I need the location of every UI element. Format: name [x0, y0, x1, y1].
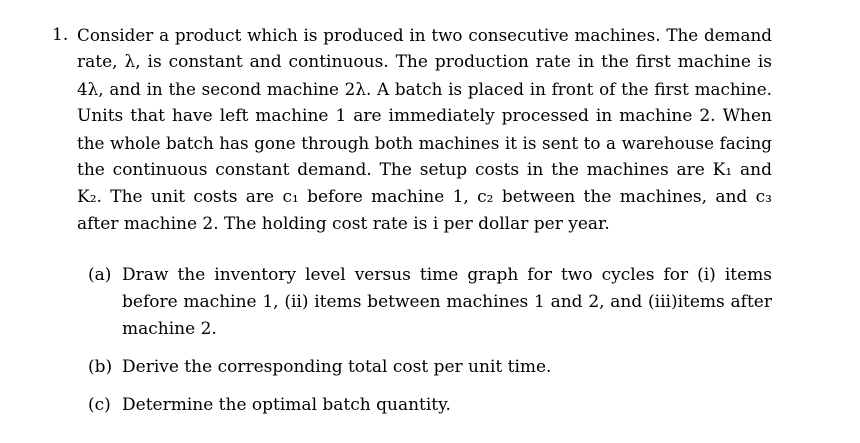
part-text: [122, 354, 772, 381]
part-label: (a): [88, 265, 112, 285]
part-a: [88, 262, 772, 343]
statement-line: the continuous constant demand. The setup costs in the machines are K₁ and: [77, 160, 772, 180]
part-line: machine 2.: [122, 319, 217, 339]
problem-number: 1.: [52, 25, 69, 45]
problem-statement: [77, 22, 772, 238]
statement-line: K₂. The unit costs are c₁ before machine 1, c₂ between the machines, and c₃: [77, 187, 772, 207]
statement-line: the whole batch has gone through both machines it is sent to a warehouse facing: [77, 133, 772, 153]
part-c: [88, 392, 772, 419]
part-text: [122, 262, 772, 343]
part-line: before machine 1, (ii) items between machines 1 and 2, and (iii)items after: [122, 292, 772, 312]
part-b: [88, 354, 772, 381]
part-text: [122, 392, 772, 419]
statement-line: Units that have left machine 1 are immediately processed in machine 2. When: [77, 106, 772, 126]
part-label: (b): [88, 357, 113, 377]
part-line: Derive the corresponding total cost per unit time.: [122, 357, 552, 377]
part-line: Draw the inventory level versus time graph for two cycles for (i) items: [122, 265, 772, 285]
statement-line: rate, λ, is constant and continuous. The production rate in the first machine is: [77, 52, 772, 72]
statement-line: 4λ, and in the second machine 2λ. A batch is placed in front of the first machine.: [77, 79, 772, 99]
statement-line: Consider a product which is produced in two consecutive machines. The demand: [77, 25, 772, 45]
part-label: (c): [88, 395, 111, 415]
part-line: Determine the optimal batch quantity.: [122, 395, 451, 415]
problem-parts: [88, 262, 772, 430]
statement-line: after machine 2. The holding cost rate is i per dollar per year.: [77, 214, 610, 234]
